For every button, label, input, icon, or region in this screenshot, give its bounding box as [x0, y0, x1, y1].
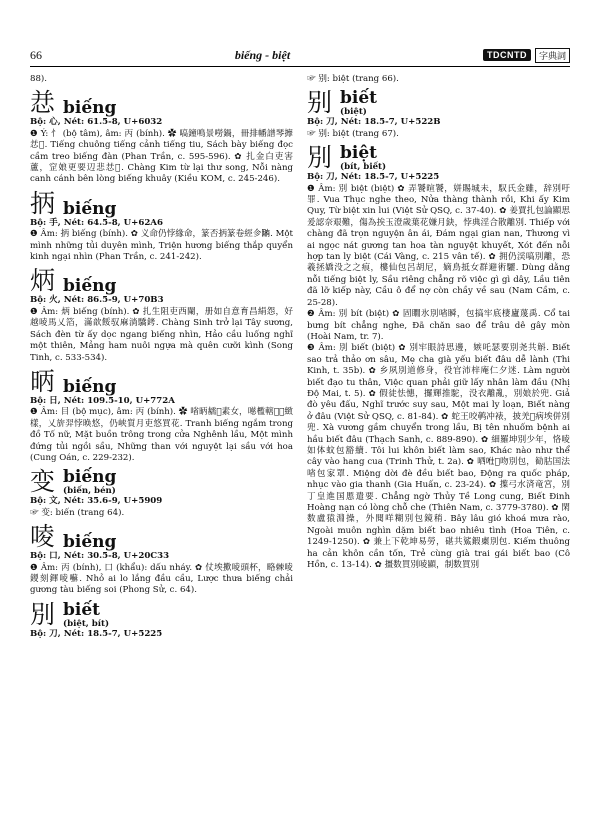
left-entries	[30, 89, 293, 640]
page-number: 66	[30, 47, 42, 62]
entry-headword: biết	[340, 88, 378, 109]
entry-headword-block	[63, 601, 109, 629]
entry-radical-info: Bộ: 文, Nét: 35.6-9, U+5909	[30, 496, 163, 507]
entry-headword-block	[63, 533, 116, 551]
dictionary-entry	[307, 89, 570, 140]
dictionary-entry	[30, 190, 293, 264]
dictionary-entry	[30, 368, 293, 464]
entry-definition: ❶ Âm: 丙 (bính), 口 (khẩu): dấu nháy. ✿ 仗埃擹㖫頭杯，略棘㖫鍐刻鍕㖫囌. Nhỏ ai lo lắng đầu cầu, Lược thưa biếng chải gương tàu biếng soi (Phong Sử, c. 64).	[30, 562, 293, 596]
tdcntd-logo: TDCNTD	[483, 49, 531, 61]
entry-hanzi: 㖫	[30, 522, 56, 552]
entry-variants: (bít, biết)	[340, 162, 387, 173]
entry-headword: biếng	[63, 376, 117, 397]
entry-head	[30, 468, 293, 496]
entry-headword-block	[340, 144, 386, 172]
entry-radical-info: Bộ: 口, Nét: 30.5-8, U+20C33	[30, 551, 170, 562]
entry-variants: (biến, bén)	[63, 486, 116, 497]
dictionary-entry	[30, 267, 293, 363]
entry-radical-info: Bộ: 手, Nét: 64.5-8, U+62A6	[30, 217, 163, 228]
entry-head	[307, 144, 570, 172]
entry-definition: ☞ 别: biệt (trang 67).	[307, 128, 399, 139]
dictionary-entry	[30, 601, 293, 640]
page-header	[30, 44, 570, 67]
entry-headword-block	[63, 277, 116, 295]
entry-variants: (biệt, bít)	[63, 618, 110, 629]
dictionary-entry	[307, 144, 570, 571]
entry-definition: ❶ Âm: 抦 biếng (bính). ✿ 义命仍悖緣命，篆否抦篆卷經㐱𣎏. Một mình những tủi duyên mình, Triện hương biếng thắp quyển kinh ngại nhìn (Phan Trần, c. 241-242).	[30, 229, 293, 263]
two-column-body	[30, 74, 570, 810]
entry-radical-info: Bộ: 刀, Nét: 18.5-7, U+5225	[30, 628, 163, 639]
entry-headword: biếng	[63, 532, 117, 553]
entry-definition: ❶ Âm: 目 (bộ mục), âm: 丙 (bính). ✿ 㗂昞䞕𡗶素女，㘂檻轄𩆐𣗓緻樣，乂旂羿悖㬇悠，仍峡質月吏悠買花. Tranh biếng ngắm trong đồ Tố nữ, Mặt buồn trông trong cửa Nghênh lầu, Một mình đứng tủi ngồi sầu, Những than với nguyệt lại sầu với hoa (Cung Oán, c. 229-232).	[30, 407, 293, 463]
entry-head	[30, 368, 293, 396]
entry-headword: biếng	[63, 467, 117, 488]
entry-variants: (biệt)	[340, 107, 367, 118]
entry-head	[30, 89, 293, 117]
entry-head	[30, 601, 293, 629]
entry-head	[307, 89, 570, 117]
entry-headword-block	[63, 200, 116, 218]
entry-headword: biết	[63, 599, 101, 620]
entry-headword: biếng	[63, 98, 117, 119]
entry-radical-info: Bộ: 刀, Nét: 18.5-7, U+522B	[307, 117, 441, 128]
entry-hanzi: 㤣	[30, 88, 56, 118]
entry-head	[30, 267, 293, 295]
entry-hanzi: 抦	[30, 188, 56, 218]
entry-headword-block	[340, 89, 377, 117]
dictionary-entry	[30, 89, 293, 185]
entry-definition: ❶ Âm: 炳 biếng (bính). ✿ 扎生阻吏西闌，册如自意育昌絹怨，好越㖫馬乂箔，滿歆餒驭麻淌驕銬. Chàng Sinh trở lại Tây sương, Sách đèn từ ấy dọc ngang biếng nhìn, Hảo cầu luống nghĩ một thiên, Mảng ham nuôi ngựa mà quên cưỡi kình (Song Tinh, c. 533-534).	[30, 306, 293, 363]
entry-headword: biếng	[63, 276, 117, 297]
entry-hanzi: 別	[307, 143, 333, 173]
entry-headword-block	[63, 378, 116, 396]
entry-headword: biệt	[340, 143, 378, 164]
left-column	[30, 74, 293, 810]
entry-definition: ❶ Ý: 忄 (bộ tâm), âm: 丙 (bính). ✿ 嗃鐘鳴景嘮鍋，冊排幡譜琴擵㤣𧺀. Tiếng chuông tiếng cảnh tiếng tiu, Sách bày biếng đọc cầm treo biếng đàn (Phan Trần, c. 595-596). ✿ 扎金白吏害蘆，䆙娘更要辺悲㤣𢡦. Chàng Kim từ lại thư song, Nỗi nàng canh cánh bên lòng biếng khuây (Kiều KOM, c. 245-246).	[30, 128, 293, 185]
right-column	[307, 74, 570, 810]
continued-text: ☞ 别: biệt (trang 66).	[307, 74, 399, 84]
entry-radical-info: Bộ: 心, Nét: 61.5-8, U+6032	[30, 117, 163, 128]
entry-head	[30, 190, 293, 218]
entry-radical-info: Bộ: 日, Nét: 109.5-10, U+772A	[30, 395, 175, 406]
entry-hanzi: 变	[30, 467, 56, 497]
dictionary-entry	[30, 523, 293, 597]
continued-text: 88).	[30, 74, 48, 84]
entry-headword: biếng	[63, 198, 117, 219]
dictionary-logo: 字典詞	[535, 48, 570, 63]
dictionary-entry	[30, 468, 293, 519]
entry-hanzi: 别	[307, 88, 333, 118]
entry-headword-block	[63, 99, 116, 117]
entry-radical-info: Bộ: 火, Nét: 86.5-9, U+70B3	[30, 295, 164, 306]
entry-headword-block	[63, 468, 116, 496]
entry-definition: ☞ 变: biến (trang 64).	[30, 507, 125, 518]
entry-hanzi: 別	[30, 599, 56, 629]
entry-head	[30, 523, 293, 551]
entry-hanzi: 昞	[30, 366, 56, 396]
entry-radical-info: Bộ: 刀, Nét: 18.5-7, U+5225	[307, 172, 440, 183]
header-logos	[483, 48, 570, 63]
entry-definition: ❶ Âm: 別 biệt (biệt) ✿ 弄饕暄饕，姘賜城未，馭氏金雖，辞別吁罪. Vua Thục nghe theo, Nửa thàng thành rồi, Khi ấy Kim Quy, Từ biệt xin lui (Việt Sử QSQ, c. 37-40). ✿ 姜賈扎包論顯思爰認奈艰難，傷為挨玉澄歲葉花嫌月鈌，悖典淫合散離別. Thiếp với chàng đã trọn nguyện ân ái, Đám ngại gian nan, Thương vì ai ngọc nát gương tan hoa tàn nguyệt khuyết, Xót đến nỗi hợp tan ly biệt (Cái Vàng, c. 215 vân tế). ✿ 拥仍渓嗃別離，恐羲拯嬌没之之痕，樓仙包呂胡尼，嫡鳥抵女群避術驪. Dùng dằng nỗi tiếng biệt ly, Sầu riêng chẳng rõ việc gì gì dây, Lầu tiên đã lỡ kiếp này, Cầu ô để nợ còn chầy về sau (Nam Cầm, c. 25-28). ❷ Âm: 別 bít (biệt) ✿ 固瞯氷別㗂瞬，包搞牢底棲廬蔑禹. Cổ tai bưng bít chẳng nghe, Đã chăn sao để trâu dê gây mòn (Hoài Nam, tr. 7). ❸ Âm: 別 biết (biệt) ✿ 別牢眼詩思邊，嫉吒瑟要別尧共斛. Biết sao trả thảo ơn sâu, Mẹ cha già yếu biết đâu dễ lành (Thi Kinh, t. 35b). ✿ 乡夙別道修身，役官沛梓庵仁夕迷. Làm người biết đạo tu thân, Việc quan phải giữ lấy nhân làm đầu (Nhị Độ Mai, t. 5). ✿ 假徒怯憓，攞輝推駝，没衣離亂，別娘於兜. Giả đò yêu đấu, Nghĩ trước suy sau, Một mai ly loạn, Biết nàng ở đâu (Việt Sử QSQ, c. 81-84). ✿ 蛇王咬鹌冲裱，披羌𥺽病埃併別兜. Xà vương gầm chuyển trong lầu, Bị tên nhuốm bệnh ai hầu biết đâu (Thạch Sanh, c. 889-890). ✿ 細羅坤別少年，恪㖫如体蚊包豁續. Tôi lui khôn biết làm sao, Khác nào như thể cây vào hang cua (Trinh Thử, t. 2a). ✿ 哂𠱊𨷑吻別包，勧𦙶国法㗂包家罩. Miệng dời đè đều biết bao, Động ra quốc pháp, nhục vào gia thanh (Gia Huấn, c. 23-24). ✿ 擛弓水済竜宮，別丁皇進国慝遣要. Chẳng ngờ Thủy Tề Long cung, Biết Đinh Hoàng nạn có lòng chỗ che (Thiên Nam, c. 3779-3780). ✿ 閑数盧猿淵操，外閱咩糊別包鏡稍. Bây lâu gió khoá mưa rào, Ngoài muôn nghìn dặm biết bao nhiêu tình (Hoa Tiên, c. 1249-1250). ✿ 兼上下乾坤易勞，碪共鯊鍜㮚別包. Kiếm thuông ha cản khôn cần tốn, Trẻ cùng già trai gái biết bao (Cô Hồn, c. 13-14). ✿ 㩖数買別㖫顯，制数買別	[307, 183, 570, 571]
entry-hanzi: 炳	[30, 266, 56, 296]
running-title: biếng - biệt	[234, 47, 291, 62]
right-entries	[307, 89, 570, 571]
